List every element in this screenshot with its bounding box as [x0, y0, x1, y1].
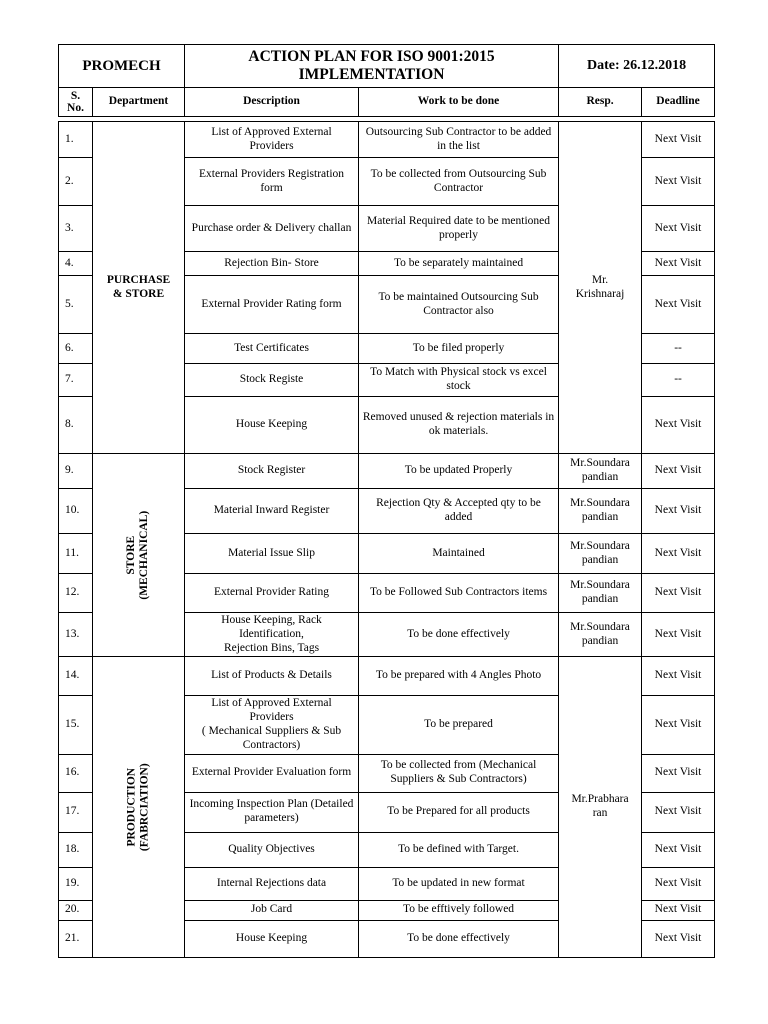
row-description: List of Products & Details: [185, 657, 359, 696]
row-deadline: Next Visit: [642, 122, 715, 158]
row-deadline: Next Visit: [642, 867, 715, 900]
row-work: To be efftively followed: [359, 900, 559, 920]
row-description: House Keeping, Rack Identification, Rejection Bins, Tags: [185, 613, 359, 657]
row-number: 18.: [59, 832, 93, 867]
row-number: 10.: [59, 489, 93, 534]
row-deadline: Next Visit: [642, 792, 715, 832]
row-number: 17.: [59, 792, 93, 832]
column-header-row: [59, 88, 715, 117]
row-work: Maintained: [359, 534, 559, 574]
row-deadline: Next Visit: [642, 754, 715, 792]
row-description: Incoming Inspection Plan (Detailed parameters): [185, 792, 359, 832]
row-work: Outsourcing Sub Contractor to be added in the list: [359, 122, 559, 158]
row-number: 5.: [59, 276, 93, 334]
row-work: To be prepared: [359, 696, 559, 754]
row-work: To be defined with Target.: [359, 832, 559, 867]
row-work: To Match with Physical stock vs excel stock: [359, 364, 559, 397]
row-deadline: --: [642, 364, 715, 397]
resp-krishnaraj: Mr. Krishnaraj: [559, 122, 642, 454]
row-deadline: Next Visit: [642, 900, 715, 920]
row-description: Rejection Bin- Store: [185, 252, 359, 276]
document-title: [185, 45, 559, 88]
row-resp: Mr.Soundara pandian: [559, 534, 642, 574]
row-description: External Providers Registration form: [185, 158, 359, 206]
row-description: List of Approved External Providers ( Mechanical Suppliers & Sub Contractors): [185, 696, 359, 754]
row-deadline: Next Visit: [642, 657, 715, 696]
table-row: [59, 454, 715, 489]
row-number: 21.: [59, 920, 93, 957]
row-deadline: Next Visit: [642, 158, 715, 206]
description-header: Description: [185, 88, 359, 117]
row-description: House Keeping: [185, 920, 359, 957]
table-row: [59, 122, 715, 158]
row-description: External Provider Rating: [185, 574, 359, 613]
row-number: 11.: [59, 534, 93, 574]
company-name: PROMECH: [59, 45, 185, 88]
row-description: Quality Objectives: [185, 832, 359, 867]
row-number: 8.: [59, 397, 93, 454]
row-work: To be collected from (Mechanical Suppliers & Sub Contractors): [359, 754, 559, 792]
row-deadline: Next Visit: [642, 252, 715, 276]
row-description: Material Issue Slip: [185, 534, 359, 574]
row-description: Stock Registe: [185, 364, 359, 397]
row-description: Purchase order & Delivery challan: [185, 206, 359, 252]
row-deadline: Next Visit: [642, 574, 715, 613]
row-number: 15.: [59, 696, 93, 754]
row-number: 4.: [59, 252, 93, 276]
row-work: To be prepared with 4 Angles Photo: [359, 657, 559, 696]
row-deadline: Next Visit: [642, 920, 715, 957]
row-work: To be done effectively: [359, 613, 559, 657]
row-resp: Mr.Soundara pandian: [559, 489, 642, 534]
action-plan-table: [58, 44, 715, 958]
document-date: Date: 26.12.2018: [559, 45, 715, 88]
department-purchase-store: PURCHASE & STORE: [93, 122, 185, 454]
row-description: External Provider Rating form: [185, 276, 359, 334]
row-number: 6.: [59, 334, 93, 364]
row-work: To be Prepared for all products: [359, 792, 559, 832]
row-work: To be updated in new format: [359, 867, 559, 900]
row-resp: Mr.Soundara pandian: [559, 613, 642, 657]
title-line-1: ACTION PLAN FOR ISO 9001:2015: [248, 48, 495, 66]
row-deadline: Next Visit: [642, 206, 715, 252]
row-resp: Mr.Soundara pandian: [559, 454, 642, 489]
row-description: List of Approved External Providers: [185, 122, 359, 158]
row-deadline: Next Visit: [642, 613, 715, 657]
row-description: Material Inward Register: [185, 489, 359, 534]
row-deadline: Next Visit: [642, 696, 715, 754]
row-work: To be separately maintained: [359, 252, 559, 276]
row-deadline: Next Visit: [642, 454, 715, 489]
row-resp: Mr.Soundara pandian: [559, 574, 642, 613]
row-number: 16.: [59, 754, 93, 792]
row-description: Test Certificates: [185, 334, 359, 364]
row-work: To be filed properly: [359, 334, 559, 364]
row-description: Internal Rejections data: [185, 867, 359, 900]
row-deadline: Next Visit: [642, 534, 715, 574]
title-line-2: IMPLEMENTATION: [298, 66, 445, 83]
row-description: House Keeping: [185, 397, 359, 454]
row-description: Job Card: [185, 900, 359, 920]
row-work: Material Required date to be mentioned properly: [359, 206, 559, 252]
row-number: 3.: [59, 206, 93, 252]
row-description: Stock Register: [185, 454, 359, 489]
row-work: To be maintained Outsourcing Sub Contractor also: [359, 276, 559, 334]
row-work: Removed unused & rejection materials in ok materials.: [359, 397, 559, 454]
row-number: 14.: [59, 657, 93, 696]
row-number: 20.: [59, 900, 93, 920]
row-deadline: Next Visit: [642, 276, 715, 334]
row-number: 13.: [59, 613, 93, 657]
row-number: 9.: [59, 454, 93, 489]
row-work: To be done effectively: [359, 920, 559, 957]
row-number: 1.: [59, 122, 93, 158]
table-row: [59, 657, 715, 696]
row-deadline: Next Visit: [642, 832, 715, 867]
department-header: Department: [93, 88, 185, 117]
row-number: 7.: [59, 364, 93, 397]
row-deadline: Next Visit: [642, 489, 715, 534]
sno-header: S. No.: [59, 88, 93, 117]
header-row: [59, 45, 715, 88]
resp-prabharan: Mr.Prabhara ran: [559, 657, 642, 957]
row-number: 19.: [59, 867, 93, 900]
deadline-header: Deadline: [642, 88, 715, 117]
row-work: To be collected from Outsourcing Sub Contractor: [359, 158, 559, 206]
row-number: 2.: [59, 158, 93, 206]
department-store-mechanical: STORE (MECHANICAL): [93, 454, 185, 657]
row-work: Rejection Qty & Accepted qty to be added: [359, 489, 559, 534]
row-description: External Provider Evaluation form: [185, 754, 359, 792]
row-work: To be updated Properly: [359, 454, 559, 489]
row-deadline: Next Visit: [642, 397, 715, 454]
work-header: Work to be done: [359, 88, 559, 117]
department-production-fabrication: PRODUCTION (FABRCIATION): [93, 657, 185, 957]
row-work: To be Followed Sub Contractors items: [359, 574, 559, 613]
row-number: 12.: [59, 574, 93, 613]
row-deadline: --: [642, 334, 715, 364]
resp-header: Resp.: [559, 88, 642, 117]
